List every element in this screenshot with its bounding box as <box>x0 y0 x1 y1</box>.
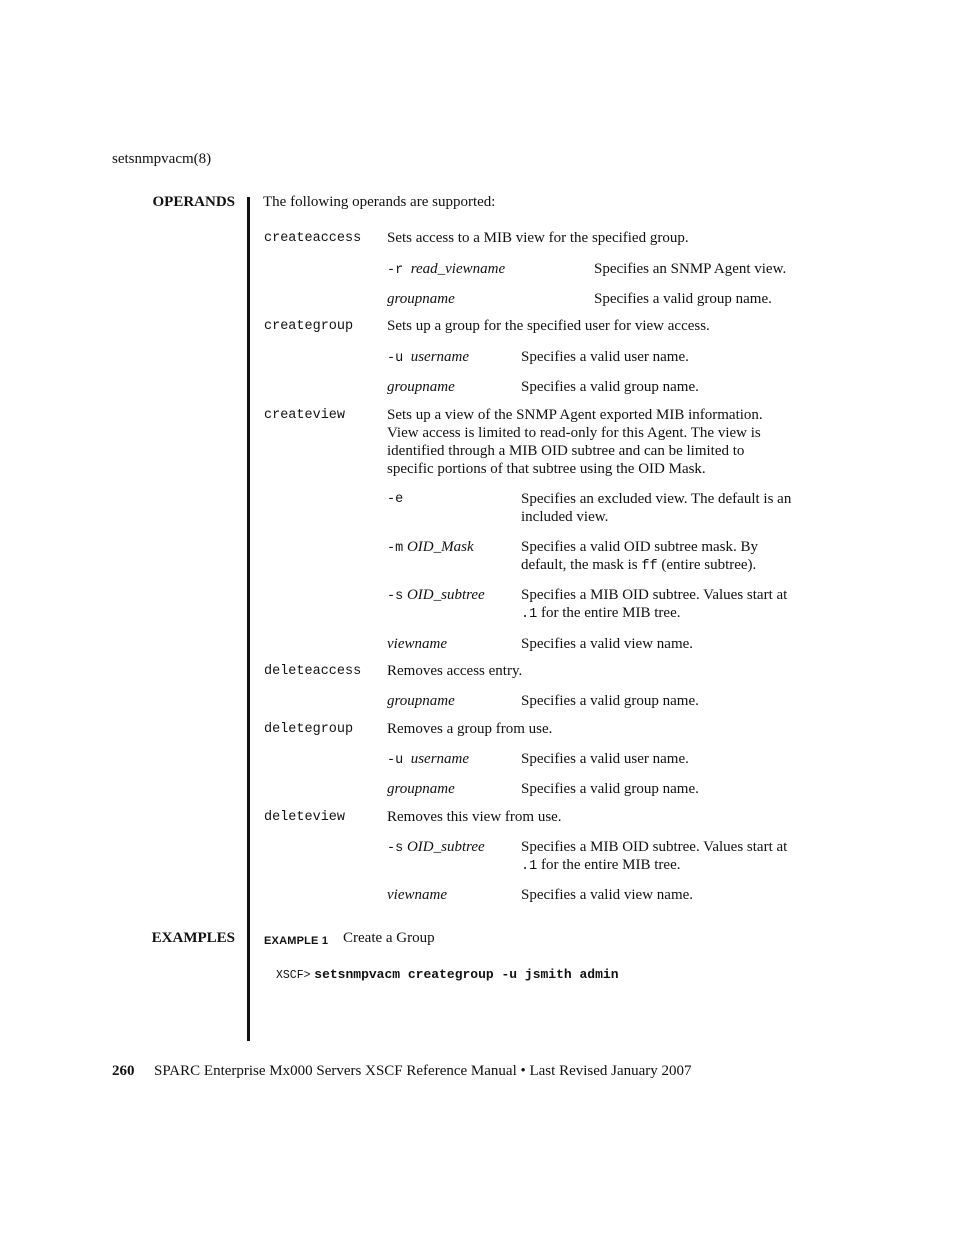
createview-opt-m-desc-2 <box>521 556 756 576</box>
deleteview-desc: Removes this view from use. <box>387 809 562 825</box>
flag: -m <box>387 541 404 556</box>
arg: OID_subtree <box>406 839 485 855</box>
arg: username <box>410 751 470 767</box>
createview-opt-e-desc-1: Specifies an excluded view. The default is an <box>521 491 792 507</box>
creategroup-opt-u-desc: Specifies a valid user name. <box>521 349 689 365</box>
deletegroup-opt-u <box>387 750 469 770</box>
creategroup-groupname: groupname <box>387 379 455 395</box>
deletegroup-opt-u-desc: Specifies a valid user name. <box>521 751 689 767</box>
running-header: setsnmpvacm(8) <box>112 151 212 167</box>
deleteview-viewname-desc: Specifies a valid view name. <box>521 887 694 903</box>
createview-opt-m-desc-1: Specifies a valid OID subtree mask. By <box>521 539 759 555</box>
operand-createview: createview <box>264 408 346 423</box>
createview-opt-s <box>387 586 485 606</box>
createview-opt-s-desc-2 <box>521 604 680 624</box>
flag: -u <box>387 351 404 366</box>
text: for the entire MIB tree. <box>537 857 681 873</box>
example-command-line <box>276 965 619 985</box>
text: (entire subtree). <box>657 557 757 573</box>
creategroup-groupname-desc: Specifies a valid group name. <box>521 379 699 395</box>
createview-opt-e-desc-2: included view. <box>521 509 609 525</box>
text: default, the mask is <box>521 557 642 573</box>
createaccess-groupname-desc: Specifies a valid group name. <box>594 291 772 307</box>
command-text: setsnmpvacm creategroup -u jsmith admin <box>314 967 619 982</box>
deleteaccess-desc: Removes access entry. <box>387 663 523 679</box>
deletegroup-groupname: groupname <box>387 781 455 797</box>
createview-opt-m <box>387 538 474 558</box>
examples-heading: EXAMPLES <box>151 930 235 946</box>
operand-createaccess: createaccess <box>264 231 362 246</box>
deleteview-opt-s-desc-2 <box>521 856 680 876</box>
margin-rule <box>247 197 250 1041</box>
flag: -s <box>387 841 404 856</box>
createview-opt-s-desc-1: Specifies a MIB OID subtree. Values start at <box>521 587 788 603</box>
deleteview-opt-s-desc-1: Specifies a MIB OID subtree. Values start at <box>521 839 788 855</box>
createview-desc-2: View access is limited to read-only for this Agent. The view is <box>387 425 761 441</box>
createview-viewname: viewname <box>387 636 447 652</box>
createview-desc-1: Sets up a view of the SNMP Agent exported MIB information. <box>387 407 763 423</box>
creategroup-desc: Sets up a group for the specified user for view access. <box>387 318 710 334</box>
example-title: Create a Group <box>343 930 435 946</box>
footer-text: SPARC Enterprise Mx000 Servers XSCF Reference Manual • Last Revised January 2007 <box>154 1063 692 1079</box>
flag: -u <box>387 753 404 768</box>
code: ff <box>641 559 658 574</box>
command-prompt: XSCF> <box>276 969 311 982</box>
text: for the entire MIB tree. <box>537 605 681 621</box>
flag: -s <box>387 589 404 604</box>
arg: OID_Mask <box>406 539 474 555</box>
example-label: EXAMPLE 1 <box>264 935 329 947</box>
arg: read_viewname <box>410 261 506 277</box>
flag: -r <box>387 263 404 278</box>
deleteview-opt-s <box>387 838 485 858</box>
arg: OID_subtree <box>406 587 485 603</box>
createaccess-groupname: groupname <box>387 291 455 307</box>
page-number: 260 <box>112 1063 135 1079</box>
createview-opt-e: -e <box>387 492 404 507</box>
createaccess-opt-r <box>387 260 505 280</box>
createaccess-desc: Sets access to a MIB view for the specified group. <box>387 230 689 246</box>
arg: username <box>410 349 470 365</box>
operand-creategroup: creategroup <box>264 319 354 334</box>
code: .1 <box>521 859 538 874</box>
operand-deleteaccess: deleteaccess <box>264 664 362 679</box>
deleteview-viewname: viewname <box>387 887 447 903</box>
createaccess-opt-r-desc: Specifies an SNMP Agent view. <box>594 261 787 277</box>
operands-heading: OPERANDS <box>152 194 235 210</box>
deleteaccess-groupname-desc: Specifies a valid group name. <box>521 693 699 709</box>
deletegroup-groupname-desc: Specifies a valid group name. <box>521 781 699 797</box>
createview-desc-3: identified through a MIB OID subtree and can be limited to <box>387 443 745 459</box>
operands-intro: The following operands are supported: <box>263 194 496 210</box>
creategroup-opt-u <box>387 348 469 368</box>
operand-deleteview: deleteview <box>264 810 346 825</box>
deletegroup-desc: Removes a group from use. <box>387 721 553 737</box>
createview-viewname-desc: Specifies a valid view name. <box>521 636 694 652</box>
createview-desc-4: specific portions of that subtree using the OID Mask. <box>387 461 706 477</box>
operand-deletegroup: deletegroup <box>264 722 354 737</box>
code: .1 <box>521 607 538 622</box>
deleteaccess-groupname: groupname <box>387 693 455 709</box>
